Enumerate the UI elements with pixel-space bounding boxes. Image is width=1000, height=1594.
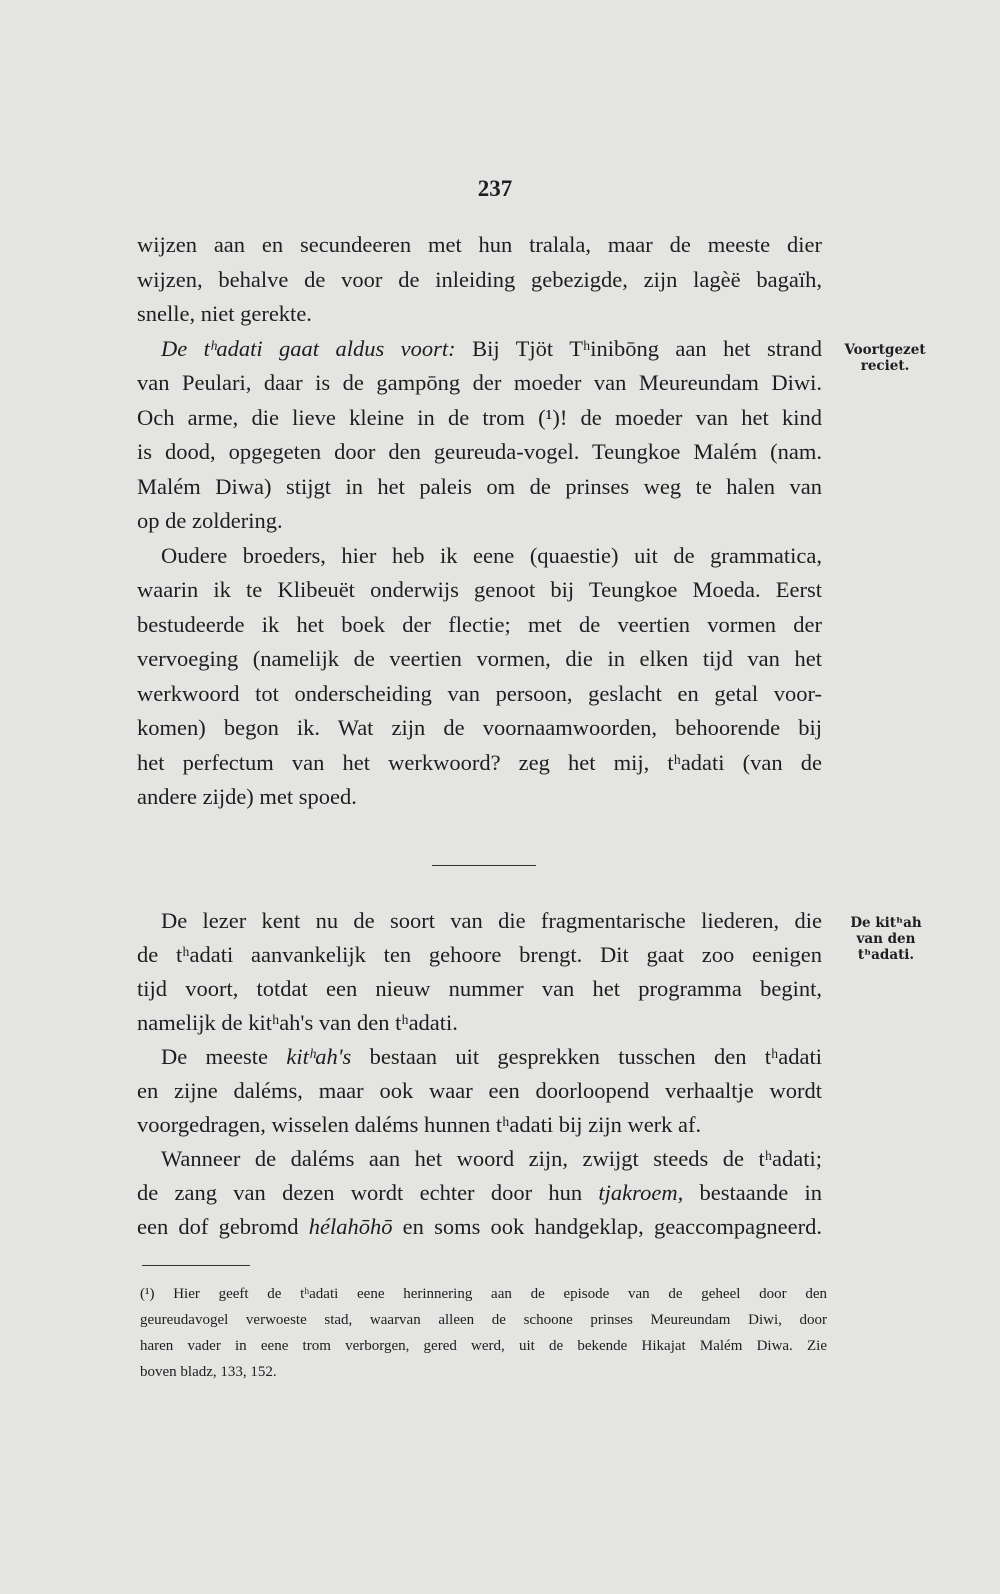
text-line: van Peulari, daar is de gampōng der moeder van Meureundam Diwi. <box>137 370 822 395</box>
page-number: 237 <box>477 176 513 201</box>
margin-note-kithah <box>836 915 936 963</box>
text-line: Oudere broeders, hier heb ik eene (quaestie) uit de grammatica, <box>161 542 822 568</box>
margin-note-line: De kitʰah <box>850 915 922 931</box>
margin-note-line: van den <box>856 931 916 947</box>
text-line: Och arme, die lieve kleine in de trom (¹)! de moeder van het kind <box>137 404 822 430</box>
text-span: Bij Tjöt Tʰinibōng aan het strand <box>455 335 822 361</box>
margin-note-voortgezet <box>830 342 940 374</box>
text-span: de zang van dezen wordt echter door hun <box>137 1180 599 1205</box>
footnote-divider <box>142 1265 250 1266</box>
section-divider <box>432 865 536 866</box>
text-line <box>137 1210 822 1244</box>
italic-phrase: hélahōhō <box>308 1214 393 1239</box>
text-line: voorgedragen, wisselen daléms hunnen tʰadati bij zijn werk af. <box>137 1112 702 1137</box>
text-span: een dof gebromd <box>137 1214 309 1239</box>
text-line: vervoeging (namelijk de veertien vormen, die in elken tijd van het <box>137 646 822 671</box>
text-line: werkwoord tot onderscheiding van persoon, geslacht en getal voor- <box>137 680 822 706</box>
text-span: en soms ook handgeklap, geaccompagneerd. <box>392 1214 822 1239</box>
text-line: tijd voort, totdat een nieuw nummer van het programma begint, <box>137 976 822 1001</box>
text-line: Wanneer de daléms aan het woord zijn, zwijgt steeds de tʰadati; <box>161 1146 822 1171</box>
margin-note-line: tʰadati. <box>857 947 915 963</box>
text-span: bestaan uit gesprekken tusschen den tʰadati <box>351 1044 822 1069</box>
footnote-line: haren vader in eene trom verborgen, gered werd, uit de bekende Hikajat Malém Diwa. Zie <box>140 1338 827 1354</box>
italic-phrase: De tʰadati gaat aldus voort: <box>161 335 456 361</box>
text-line: en zijne daléms, maar ook waar een doorloopend verhaaltje wordt <box>137 1078 822 1103</box>
text-span: De meeste <box>161 1044 287 1069</box>
text-line: namelijk de kitʰah's van den tʰadati. <box>137 1010 458 1035</box>
footnote-line: geureudavogel verwoeste stad, waarvan alleen de schoone prinses Meureundam Diwi, door <box>140 1312 827 1328</box>
text-line: is dood, opgegeten door den geureuda-vogel. Teungkoe Malém (nam. <box>137 439 822 464</box>
footnote <box>140 1281 827 1385</box>
text-line: Malém Diwa) stijgt in het paleis om de prinses weg te halen van <box>137 473 822 499</box>
margin-note-line: Voortgezet <box>844 342 926 358</box>
text-line <box>137 332 822 367</box>
italic-phrase: tjakroem, <box>598 1180 684 1205</box>
text-line <box>137 1040 822 1074</box>
italic-phrase: kitʰah's <box>286 1044 352 1069</box>
text-line: het perfectum van het werkwoord? zeg het mij, tʰadati (van de <box>137 749 822 775</box>
text-section-2 <box>137 904 822 1244</box>
footnote-line: boven bladz, 133, 152. <box>140 1364 277 1380</box>
text-span: bestaande in <box>683 1180 822 1205</box>
text-line: wijzen aan en secundeeren met hun tralala, maar de meeste dier <box>137 232 822 257</box>
text-line <box>137 1176 822 1210</box>
text-line: de tʰadati aanvankelijk ten gehoore brengt. Dit gaat zoo eenigen <box>137 942 822 967</box>
text-line: wijzen, behalve de voor de inleiding gebezigde, zijn lagèë bagaïh, <box>137 266 822 292</box>
text-line: waarin ik te Klibeuët onderwijs genoot bij Teungkoe Moeda. Eerst <box>137 577 822 602</box>
text-line: De lezer kent nu de soort van die fragmentarische liederen, die <box>161 908 822 933</box>
margin-note-line: reciet. <box>860 358 910 374</box>
text-line: bestudeerde ik het boek der flectie; met de veertien vormen der <box>137 611 822 637</box>
footnote-line: (¹) Hier geeft de tʰadati eene herinnering aan de episode van de geheel door den <box>140 1286 827 1302</box>
text-line: snelle, niet gerekte. <box>137 301 312 326</box>
text-line: andere zijde) met spoed. <box>137 784 357 809</box>
text-line: op de zoldering. <box>137 508 283 533</box>
text-section-1 <box>137 228 822 815</box>
text-line: komen) begon ik. Wat zijn de voornaamwoorden, behoorende bij <box>137 715 822 740</box>
